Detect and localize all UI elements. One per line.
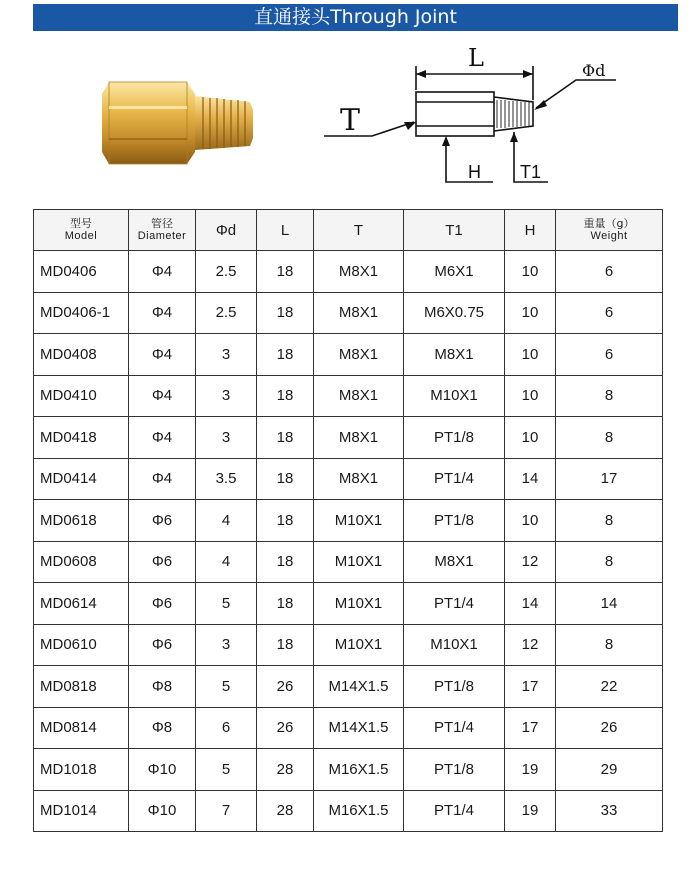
cell-L: 28 <box>257 790 314 832</box>
table-row <box>34 790 663 832</box>
dimension-diagram <box>318 42 628 192</box>
cell-phi-d: 5 <box>196 666 257 708</box>
cell-model: MD0610 <box>34 624 129 666</box>
cell-phi-d: 4 <box>196 500 257 542</box>
cell-diameter: Φ4 <box>129 292 196 334</box>
cell-L: 18 <box>257 583 314 625</box>
table-row <box>34 417 663 459</box>
table-row <box>34 458 663 500</box>
table-header-row <box>34 210 663 251</box>
cell-L: 18 <box>257 458 314 500</box>
cell-phi-d: 5 <box>196 583 257 625</box>
cell-T: M8X1 <box>314 334 404 376</box>
cell-H: 10 <box>505 334 556 376</box>
cell-T1: PT1/8 <box>404 749 505 791</box>
table-row <box>34 666 663 708</box>
cell-H: 10 <box>505 417 556 459</box>
page-title: 直通接头Through Joint <box>33 4 678 31</box>
cell-L: 18 <box>257 541 314 583</box>
diagram-thread <box>494 97 533 131</box>
cell-T: M10X1 <box>314 583 404 625</box>
cell-diameter: Φ4 <box>129 458 196 500</box>
header-H: H <box>505 210 556 251</box>
cell-weight: 29 <box>556 749 663 791</box>
cell-model: MD0406 <box>34 251 129 293</box>
diagram-label-T: T <box>340 103 361 138</box>
cell-model: MD1014 <box>34 790 129 832</box>
cell-L: 28 <box>257 749 314 791</box>
cell-H: 19 <box>505 790 556 832</box>
cell-L: 26 <box>257 666 314 708</box>
cell-weight: 33 <box>556 790 663 832</box>
cell-H: 10 <box>505 251 556 293</box>
cell-T1: M6X1 <box>404 251 505 293</box>
cell-diameter: Φ6 <box>129 583 196 625</box>
header-T1: T1 <box>404 210 505 251</box>
cell-model: MD0618 <box>34 500 129 542</box>
cell-T: M8X1 <box>314 458 404 500</box>
cell-model: MD0818 <box>34 666 129 708</box>
cell-phi-d: 3 <box>196 375 257 417</box>
cell-phi-d: 2.5 <box>196 251 257 293</box>
cell-weight: 8 <box>556 375 663 417</box>
cell-T: M8X1 <box>314 375 404 417</box>
cell-diameter: Φ8 <box>129 707 196 749</box>
cell-phi-d: 3 <box>196 334 257 376</box>
cell-phi-d: 3 <box>196 417 257 459</box>
cell-model: MD0418 <box>34 417 129 459</box>
cell-weight: 22 <box>556 666 663 708</box>
cell-T: M10X1 <box>314 500 404 542</box>
cell-T1: PT1/4 <box>404 707 505 749</box>
cell-T: M14X1.5 <box>314 707 404 749</box>
cell-T1: M10X1 <box>404 624 505 666</box>
table-row <box>34 749 663 791</box>
cell-model: MD0410 <box>34 375 129 417</box>
header-model: 型号 Model <box>34 210 129 251</box>
cell-L: 18 <box>257 375 314 417</box>
table-row <box>34 541 663 583</box>
cell-H: 14 <box>505 458 556 500</box>
cell-T1: M8X1 <box>404 541 505 583</box>
cell-H: 10 <box>505 500 556 542</box>
table-row <box>34 251 663 293</box>
cell-T: M8X1 <box>314 417 404 459</box>
table-row <box>34 707 663 749</box>
diagram-label-L: L <box>468 44 484 72</box>
cell-H: 12 <box>505 541 556 583</box>
cell-T1: PT1/8 <box>404 500 505 542</box>
cell-H: 17 <box>505 666 556 708</box>
cell-model: MD0814 <box>34 707 129 749</box>
header-T: T <box>314 210 404 251</box>
header-L: L <box>257 210 314 251</box>
cell-model: MD0414 <box>34 458 129 500</box>
cell-phi-d: 5 <box>196 749 257 791</box>
cell-diameter: Φ4 <box>129 251 196 293</box>
cell-T: M8X1 <box>314 251 404 293</box>
cell-L: 18 <box>257 417 314 459</box>
header-weight: 重量（g） Weight <box>556 210 663 251</box>
cell-diameter: Φ6 <box>129 624 196 666</box>
cell-T1: PT1/4 <box>404 583 505 625</box>
table-row <box>34 500 663 542</box>
table-row <box>34 292 663 334</box>
table-row <box>34 334 663 376</box>
cell-T: M16X1.5 <box>314 749 404 791</box>
cell-phi-d: 4 <box>196 541 257 583</box>
cell-weight: 8 <box>556 624 663 666</box>
cell-H: 14 <box>505 583 556 625</box>
cell-weight: 8 <box>556 417 663 459</box>
cell-T: M8X1 <box>314 292 404 334</box>
cell-diameter: Φ8 <box>129 666 196 708</box>
diagram-label-phi-d: Φd <box>582 61 606 80</box>
cell-T1: PT1/4 <box>404 458 505 500</box>
cell-T: M10X1 <box>314 541 404 583</box>
cell-diameter: Φ10 <box>129 790 196 832</box>
cell-L: 18 <box>257 292 314 334</box>
cell-H: 10 <box>505 375 556 417</box>
spec-table <box>33 209 663 832</box>
cell-L: 26 <box>257 707 314 749</box>
table-row <box>34 375 663 417</box>
cell-weight: 6 <box>556 334 663 376</box>
cell-phi-d: 3.5 <box>196 458 257 500</box>
cell-weight: 6 <box>556 251 663 293</box>
diagram-hex-body <box>416 92 494 136</box>
header-diameter: 管径 Diameter <box>129 210 196 251</box>
cell-weight: 26 <box>556 707 663 749</box>
cell-T1: PT1/8 <box>404 417 505 459</box>
cell-phi-d: 2.5 <box>196 292 257 334</box>
cell-phi-d: 7 <box>196 790 257 832</box>
diagram-label-H: H <box>468 162 481 182</box>
cell-T1: M6X0.75 <box>404 292 505 334</box>
cell-T1: PT1/8 <box>404 666 505 708</box>
cell-weight: 14 <box>556 583 663 625</box>
cell-T1: PT1/4 <box>404 790 505 832</box>
cell-diameter: Φ4 <box>129 334 196 376</box>
cell-weight: 8 <box>556 500 663 542</box>
cell-diameter: Φ6 <box>129 500 196 542</box>
cell-model: MD1018 <box>34 749 129 791</box>
cell-weight: 8 <box>556 541 663 583</box>
cell-diameter: Φ10 <box>129 749 196 791</box>
cell-phi-d: 6 <box>196 707 257 749</box>
cell-L: 18 <box>257 334 314 376</box>
header-phi-d: Φd <box>196 210 257 251</box>
cell-T: M10X1 <box>314 624 404 666</box>
cell-T: M16X1.5 <box>314 790 404 832</box>
cell-H: 17 <box>505 707 556 749</box>
cell-diameter: Φ4 <box>129 417 196 459</box>
cell-model: MD0614 <box>34 583 129 625</box>
product-photo <box>95 68 260 178</box>
cell-diameter: Φ6 <box>129 541 196 583</box>
cell-phi-d: 3 <box>196 624 257 666</box>
cell-T: M14X1.5 <box>314 666 404 708</box>
cell-model: MD0608 <box>34 541 129 583</box>
cell-model: MD0408 <box>34 334 129 376</box>
cell-H: 10 <box>505 292 556 334</box>
diagram-label-T1: T1 <box>520 162 542 182</box>
cell-H: 19 <box>505 749 556 791</box>
cell-T1: M8X1 <box>404 334 505 376</box>
table-row <box>34 583 663 625</box>
cell-L: 18 <box>257 624 314 666</box>
cell-T1: M10X1 <box>404 375 505 417</box>
table-row <box>34 624 663 666</box>
cell-L: 18 <box>257 500 314 542</box>
cell-weight: 6 <box>556 292 663 334</box>
cell-diameter: Φ4 <box>129 375 196 417</box>
cell-H: 12 <box>505 624 556 666</box>
cell-weight: 17 <box>556 458 663 500</box>
cell-model: MD0406-1 <box>34 292 129 334</box>
cell-L: 18 <box>257 251 314 293</box>
